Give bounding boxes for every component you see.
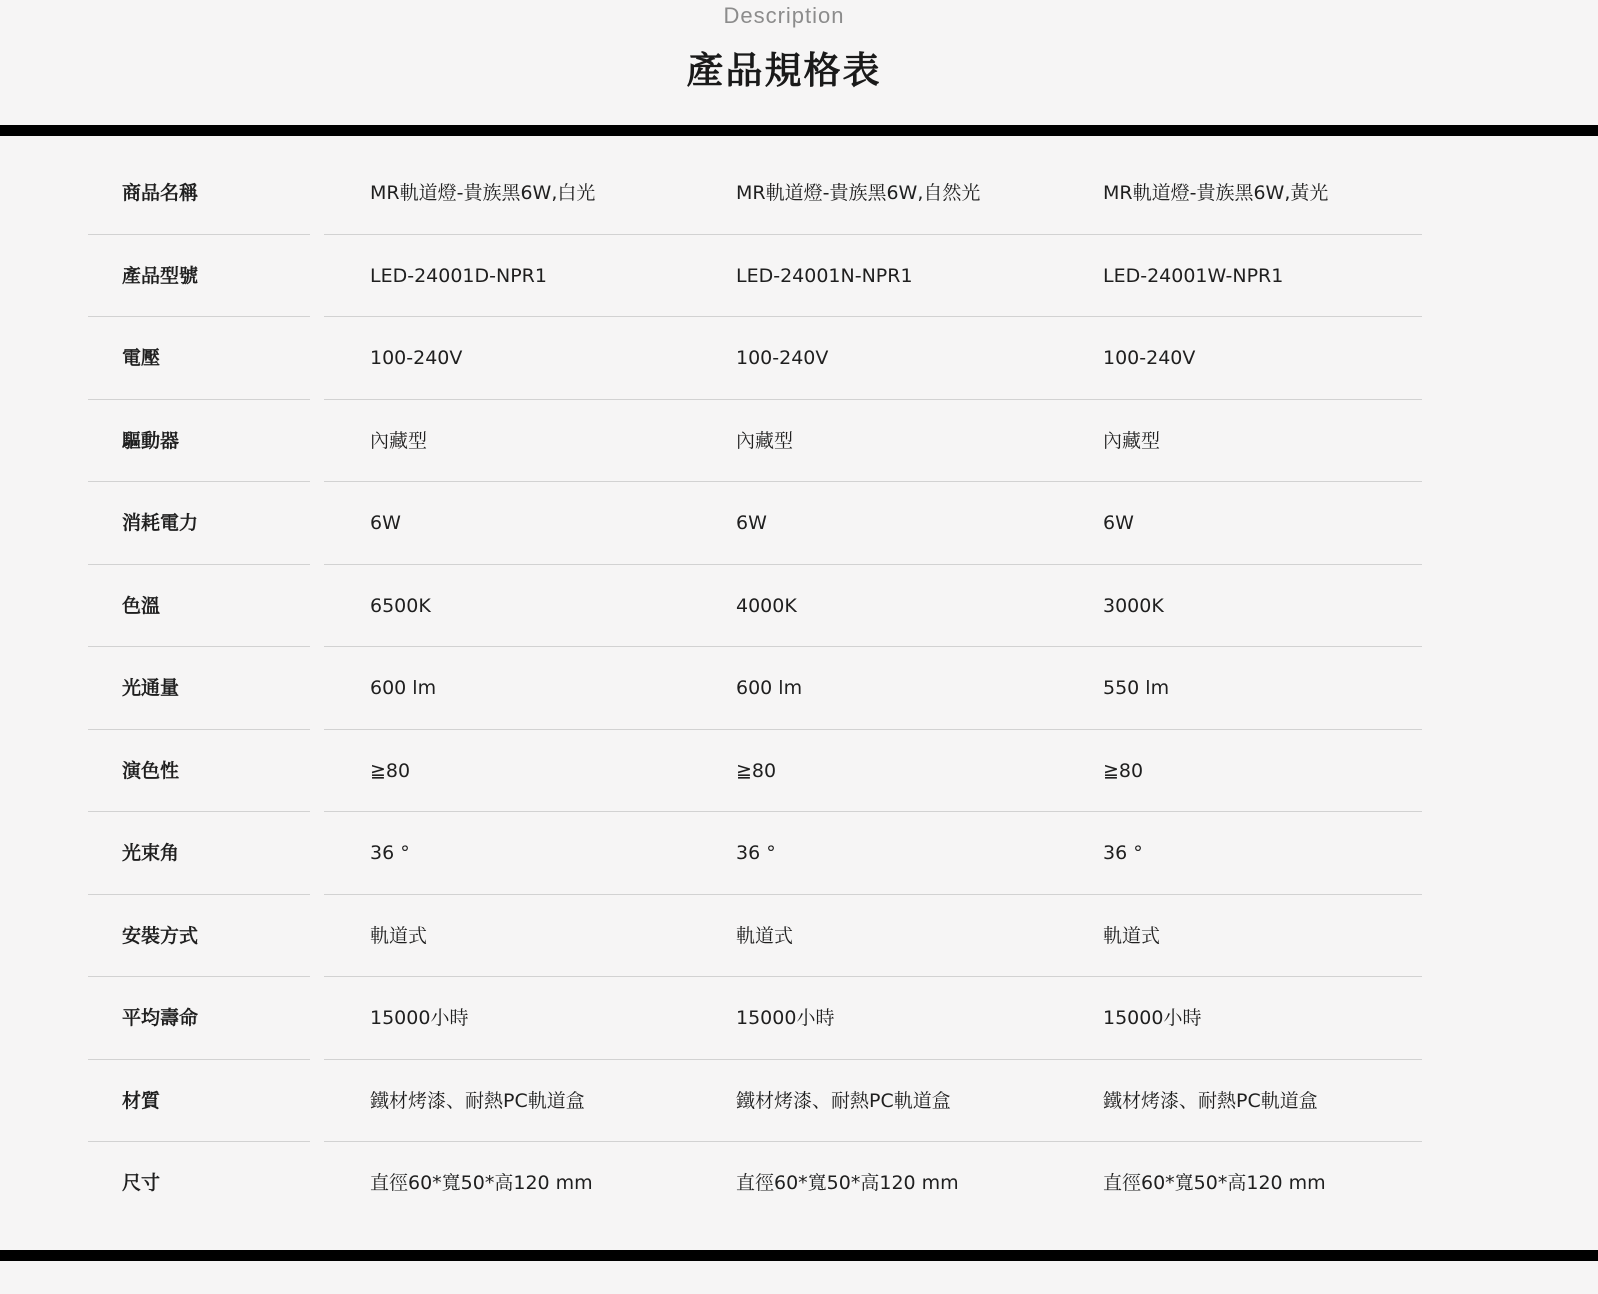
spec-row-color-temp: [0, 565, 1598, 648]
spec-row-dimensions: [0, 1142, 1598, 1225]
spec-label: 演色性: [122, 759, 180, 782]
spec-value-variant-3: 3000K: [1103, 594, 1164, 617]
spec-label: 平均壽命: [122, 1007, 199, 1029]
spec-value-variant-2: ≧80: [736, 759, 777, 782]
spec-value-variant-1: 6W: [370, 512, 401, 534]
spec-value-variant-1: LED-24001D-NPR1: [370, 264, 547, 287]
spec-value-variant-1: 內藏型: [370, 429, 428, 452]
spec-label: 商品名稱: [122, 182, 199, 204]
spec-table: [0, 152, 1598, 1225]
spec-value-variant-3: 軌道式: [1103, 924, 1161, 947]
spec-row-installation: [0, 895, 1598, 978]
section-eyebrow: Description: [723, 3, 845, 28]
spec-value-variant-1: 鐵材烤漆、耐熱PC軌道盒: [370, 1089, 585, 1112]
spec-row-lifespan: [0, 977, 1598, 1060]
spec-row-power: [0, 482, 1598, 565]
spec-label: 材質: [122, 1089, 161, 1112]
spec-value-variant-1: 直徑60*寬50*高120 mm: [370, 1172, 593, 1194]
spec-value-variant-1: 100-240V: [370, 347, 463, 369]
spec-value-variant-3: ≧80: [1103, 759, 1144, 782]
spec-row-voltage: [0, 317, 1598, 400]
spec-value-variant-3: 550 lm: [1103, 677, 1170, 699]
spec-value-variant-3: MR軌道燈-貴族黑6W,黃光: [1103, 182, 1329, 204]
spec-header: [0, 0, 1598, 128]
spec-value-variant-2: 鐵材烤漆、耐熱PC軌道盒: [736, 1089, 951, 1112]
spec-row-model: [0, 235, 1598, 318]
spec-label: 光束角: [122, 842, 180, 864]
spec-value-variant-1: 15000小時: [370, 1007, 469, 1029]
spec-value-variant-1: MR軌道燈-貴族黑6W,白光: [370, 182, 596, 204]
spec-value-variant-1: 6500K: [370, 594, 431, 617]
spec-row-cri: [0, 730, 1598, 813]
spec-label: 產品型號: [122, 264, 199, 287]
spec-label: 電壓: [122, 347, 161, 369]
spec-value-variant-2: 軌道式: [736, 924, 794, 947]
spec-row-luminous-flux: [0, 647, 1598, 730]
spec-value-variant-1: ≧80: [370, 759, 411, 782]
bottom-divider: [0, 1250, 1598, 1261]
page-title: 產品規格表: [686, 49, 882, 92]
spec-label: 驅動器: [122, 429, 180, 452]
spec-row-beam-angle: [0, 812, 1598, 895]
spec-label: 光通量: [122, 677, 180, 699]
spec-value-variant-2: 36 °: [736, 842, 776, 864]
top-divider: [0, 125, 1598, 136]
spec-value-variant-3: 內藏型: [1103, 429, 1161, 452]
spec-value-variant-1: 36 °: [370, 842, 410, 864]
spec-value-variant-2: 直徑60*寬50*高120 mm: [736, 1172, 959, 1194]
spec-value-variant-3: 15000小時: [1103, 1007, 1202, 1029]
spec-value-variant-3: 直徑60*寬50*高120 mm: [1103, 1172, 1326, 1194]
spec-value-variant-2: 600 lm: [736, 677, 803, 699]
spec-value-variant-2: 100-240V: [736, 347, 829, 369]
spec-label: 尺寸: [122, 1172, 161, 1194]
spec-value-variant-3: 鐵材烤漆、耐熱PC軌道盒: [1103, 1089, 1318, 1112]
spec-value-variant-2: 4000K: [736, 594, 797, 617]
spec-row-driver: [0, 400, 1598, 483]
spec-label: 安裝方式: [122, 924, 199, 947]
spec-value-variant-2: LED-24001N-NPR1: [736, 264, 913, 287]
spec-value-variant-2: 15000小時: [736, 1007, 835, 1029]
spec-value-variant-3: 6W: [1103, 512, 1134, 534]
spec-value-variant-3: LED-24001W-NPR1: [1103, 264, 1284, 287]
spec-value-variant-1: 軌道式: [370, 924, 428, 947]
spec-value-variant-1: 600 lm: [370, 677, 437, 699]
spec-value-variant-2: MR軌道燈-貴族黑6W,自然光: [736, 182, 981, 204]
spec-row-material: [0, 1060, 1598, 1143]
spec-value-variant-3: 100-240V: [1103, 347, 1196, 369]
spec-label: 消耗電力: [122, 512, 199, 534]
spec-value-variant-2: 6W: [736, 512, 767, 534]
spec-label: 色溫: [122, 594, 161, 617]
spec-row-product-name: [0, 152, 1598, 235]
spec-value-variant-2: 內藏型: [736, 429, 794, 452]
spec-value-variant-3: 36 °: [1103, 842, 1143, 864]
